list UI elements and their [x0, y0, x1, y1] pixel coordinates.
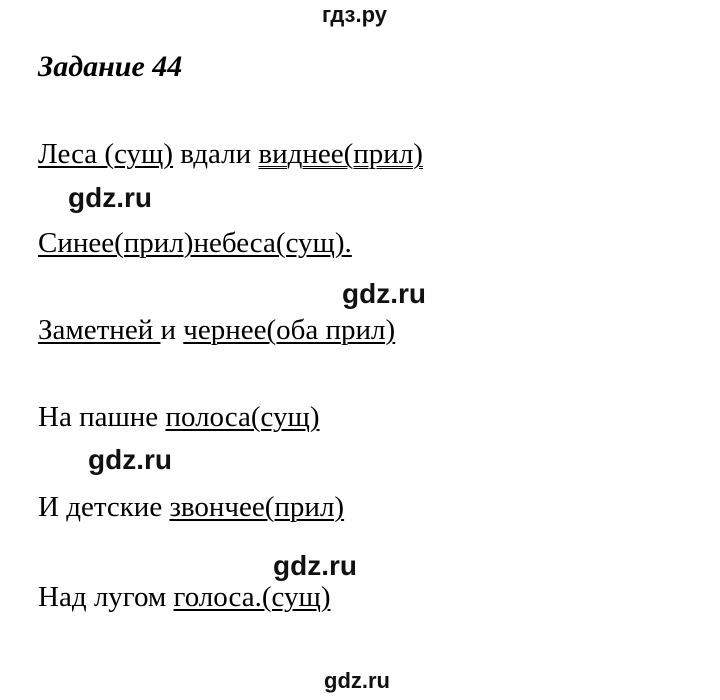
line-1-predicate: виднее(прил): [258, 138, 423, 170]
watermark-1: gdz.ru: [68, 182, 152, 213]
line-3-conjunction: и: [160, 314, 184, 346]
line-5-prefix: И детские: [38, 491, 170, 523]
line-6-prefix: Над лугом: [38, 581, 174, 613]
text-line-4: [38, 400, 320, 435]
watermark-2: gdz.ru: [342, 278, 426, 309]
watermark-bottom: gdz.ru: [324, 668, 390, 693]
text-line-1: [38, 137, 423, 172]
text-line-6: [38, 580, 330, 615]
text-line-5: [38, 490, 344, 525]
line-1-subject: Леса (сущ): [38, 138, 174, 170]
line-3-adjective-2: чернее(оба прил): [183, 314, 396, 346]
line-2-noun: небеса(сущ).: [193, 227, 352, 259]
line-2-adjective: Синее(прил): [38, 227, 194, 259]
watermark-top: гдз.ру: [322, 2, 387, 27]
task-title: Задание 44: [38, 50, 183, 83]
text-line-3: [38, 313, 395, 348]
line-4-prefix: На пашне: [38, 401, 166, 433]
line-4-noun: полоса(сущ): [165, 401, 320, 433]
watermark-3: gdz.ru: [88, 444, 172, 475]
line-1-adverb: вдали: [173, 138, 259, 170]
line-3-adjective-1: Заметней: [38, 314, 161, 346]
text-line-2: [38, 226, 352, 261]
line-5-adjective: звончее(прил): [169, 491, 345, 523]
watermark-4: gdz.ru: [273, 550, 357, 581]
line-6-noun: голоса.(сущ): [173, 581, 331, 613]
